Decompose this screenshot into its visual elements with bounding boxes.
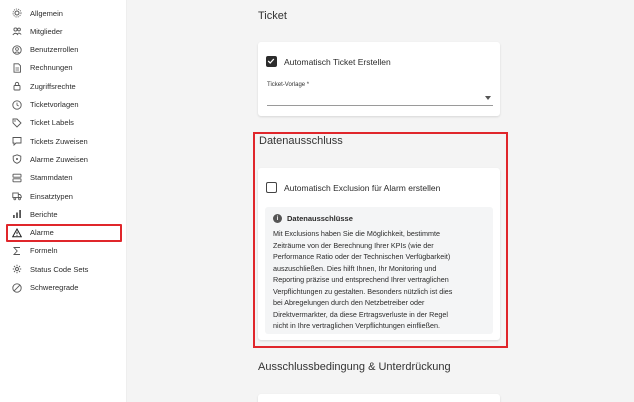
info-text-line: Mit Exclusions haben Sie die Möglichkeit, bestimmte [273, 229, 440, 238]
auto-exclusion-label: Automatisch Exclusion für Alarm erstellen [284, 183, 441, 193]
sidebar-item-formeln[interactable] [6, 242, 122, 260]
info-text-line: Direktvermarkter, da diese Ertragsverluste in der Regel [273, 309, 448, 319]
sidebar-item-einsatztypen[interactable] [6, 187, 122, 205]
info-text-line: Performance Ratio oder der Technischen Verfügbarkeit) [273, 252, 451, 261]
info-icon: i [273, 214, 282, 223]
sidebar-item-label: Allgemein [30, 8, 63, 18]
sidebar-item-stammdaten[interactable] [6, 169, 122, 187]
ticket-template-select[interactable] [267, 90, 493, 106]
user-role-icon [12, 45, 22, 55]
sidebar-item-schweregrade[interactable] [6, 279, 122, 297]
sidebar-item-rechnungen[interactable] [6, 59, 122, 77]
info-title: Datenausschlüsse [287, 214, 353, 223]
sidebar-item-label: Berichte [30, 209, 58, 219]
sidebar-item-label: Zugriffsrechte [30, 81, 76, 91]
sidebar-item-ticket-labels[interactable] [6, 114, 122, 132]
ausschluss-card [258, 394, 500, 402]
chat-icon [12, 136, 22, 146]
tag-icon [12, 118, 22, 128]
auto-ticket-label: Automatisch Ticket Erstellen [284, 57, 391, 67]
settings-sidebar [0, 0, 127, 402]
clock-icon [12, 100, 22, 110]
sidebar-item-label: Stammdaten [30, 173, 73, 183]
settings-icon [12, 8, 22, 18]
sidebar-item-benutzerrollen[interactable] [6, 41, 122, 59]
sidebar-item-zugriffsrechte[interactable] [6, 77, 122, 95]
sidebar-item-label: Alarme Zuweisen [30, 154, 88, 164]
sidebar-item-alarme[interactable] [6, 224, 122, 242]
info-text-line: Verpflichtungen zu gestalten. Besonders nützlich ist dies [273, 286, 453, 296]
sidebar-item-allgemein[interactable] [6, 4, 122, 22]
sidebar-item-label: Formeln [30, 246, 58, 256]
sidebar-item-label: Benutzerrollen [30, 45, 79, 55]
sidebar-item-label: Schweregrade [30, 283, 79, 292]
chevron-down-icon [485, 96, 491, 100]
users-icon [12, 26, 22, 36]
sidebar-item-label: Einsatztypen [30, 191, 73, 201]
gear-icon [12, 264, 22, 274]
info-box [265, 207, 493, 334]
sidebar-item-berichte[interactable] [6, 205, 122, 223]
datenausschluss-section-title: Datenausschluss [259, 135, 343, 147]
sidebar-item-label: Mitglieder [30, 26, 63, 36]
sidebar-item-label: Status Code Sets [30, 264, 89, 274]
info-text-line: bei Abregelungen durch den Netzbetreiber oder [273, 298, 425, 307]
auto-exclusion-checkbox[interactable] [266, 182, 277, 193]
sidebar-item-label: Rechnungen [30, 63, 73, 73]
select-underline [267, 105, 493, 106]
ticket-section-title: Ticket [258, 10, 287, 22]
circle-slash-icon [12, 283, 22, 293]
warning-icon [12, 228, 22, 238]
check-icon [267, 57, 275, 65]
datenausschluss-card [258, 168, 500, 340]
shield-icon [12, 154, 22, 164]
truck-icon [12, 191, 22, 201]
sidebar-item-mitglieder[interactable] [6, 22, 122, 40]
ticket-template-label: Ticket-Vorlage * [267, 82, 310, 88]
bar-chart-icon [12, 209, 22, 219]
sidebar-item-tickets-zuweisen[interactable] [6, 132, 122, 150]
ticket-card [258, 42, 500, 116]
ausschluss-section-title: Ausschlussbedingung & Unterdrückung [258, 361, 451, 373]
info-text-line: nicht in Ihre vertraglichen Verpflichtungen einfließen. [273, 321, 441, 330]
info-text-line: auszuschließen. Dies hilft Ihnen, Ihr Monitoring und [273, 263, 437, 273]
sidebar-item-alarme-zuweisen[interactable] [6, 150, 122, 168]
sidebar-item-status-code-sets[interactable] [6, 260, 122, 278]
info-text [273, 228, 491, 332]
database-icon [12, 173, 22, 183]
sidebar-item-ticketvorlagen[interactable] [6, 96, 122, 114]
sidebar-item-label: Ticketvorlagen [30, 100, 79, 109]
auto-ticket-checkbox[interactable] [266, 56, 277, 67]
sigma-icon [12, 246, 22, 256]
main-content [128, 0, 634, 402]
invoice-icon [12, 63, 22, 73]
lock-icon [12, 81, 22, 91]
sidebar-item-label: Ticket Labels [30, 118, 74, 128]
info-text-line: Zeiträume von der Berechnung Ihrer KPIs (wie der [273, 240, 434, 250]
sidebar-item-label: Tickets Zuweisen [30, 136, 88, 146]
info-text-line: Reporting präzise und entsprechend Ihrer vertraglichen [273, 275, 449, 284]
sidebar-item-label: Alarme [30, 228, 54, 238]
